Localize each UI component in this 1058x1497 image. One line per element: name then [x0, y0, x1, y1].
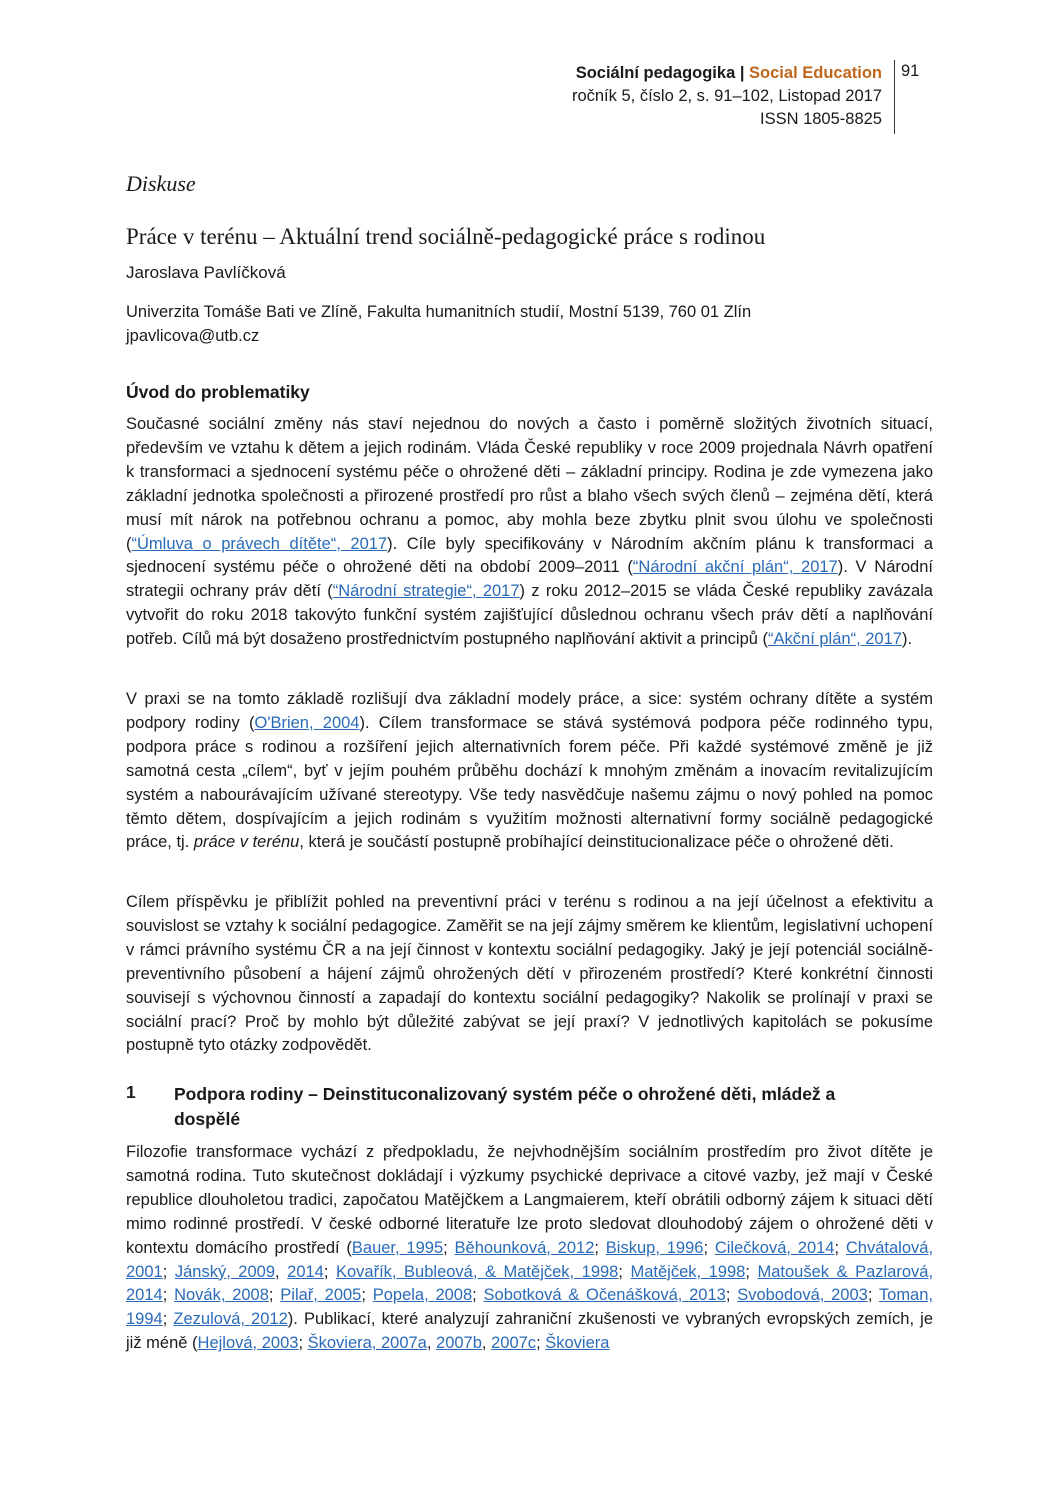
- ref-link[interactable]: Běhounková, 2012: [454, 1238, 595, 1257]
- affiliation-block: [126, 300, 751, 348]
- ref-link[interactable]: Chvátalová, 2001: [126, 1238, 934, 1281]
- section-label: Diskuse: [126, 171, 196, 196]
- ref-link[interactable]: Cilečková, 2014: [714, 1238, 835, 1257]
- ref-link[interactable]: Zezulová, 2012: [173, 1310, 288, 1329]
- ref-link[interactable]: Bauer, 1995: [351, 1238, 444, 1257]
- author-name: Jaroslava Pavlíčková: [126, 263, 286, 282]
- issn-line: ISSN 1805-8825: [759, 110, 882, 128]
- text-run: ). Cílem transformace se stává systémová podpora péče rodinného typu, podpora práce s rodinou a rozšíření jejich alternativních forem péče. Při každé systémové změně je již samotná cesta „cílem“, byť v jejím pouhém průběhu dochází k mnohým změnám a inovacím revitalizujícím systém a nabourávajícím užívané stereotypy. Vše tedy nasvědčuje našemu zájmu o nový pohled na pomoc těmto dětem, dospívajícím a jejich rodinám s využitím možnosti alternativní formy sociálně pedagogické práce, tj.: [126, 713, 933, 852]
- page-number: 91: [901, 62, 920, 80]
- text-run: ). Cíle byly specifikovány v Národním akčním plánu k transformaci a sjednocení systému péče o ohrožené děti na období 2009–2011 (: [126, 534, 933, 577]
- ref-link[interactable]: Škoviera, 2007a: [307, 1334, 427, 1353]
- ref-link[interactable]: Popela, 2008: [372, 1286, 473, 1305]
- intro-paragraph-2: [126, 688, 933, 855]
- ref-link[interactable]: 2007c: [491, 1334, 537, 1353]
- journal-separator: |: [735, 64, 750, 82]
- text-run: ). V Národní strategii ochrany práv dětí (: [126, 558, 933, 601]
- emphasis: práce v terénu: [193, 833, 300, 852]
- ref-link[interactable]: 2007b: [436, 1334, 482, 1353]
- ref-link[interactable]: Matoušek & Pazlarová, 2014: [126, 1262, 934, 1305]
- ref-link[interactable]: Škoviera: [545, 1334, 610, 1353]
- email: jpavlicova@utb.cz: [126, 327, 260, 345]
- section-1-number: 1: [126, 1082, 136, 1102]
- ref-link[interactable]: Toman, 1994: [126, 1286, 933, 1329]
- ref-link[interactable]: “Úmluva o právech dítěte“, 2017: [131, 534, 388, 553]
- ref-link[interactable]: Sobotková & Očenášková, 2013: [483, 1286, 726, 1305]
- text-run: ).: [901, 630, 913, 649]
- journal-header: [572, 62, 882, 131]
- volume-line: ročník 5, číslo 2, s. 91–102, Listopad 2017: [571, 87, 882, 105]
- section-1-paragraph-1: Filozofie transformace vychází z předpokladu, že nejvhodnějším sociálním prostředím pro život dítěte je samotná rodina. Tuto skutečnost dokládají i výzkumy psychické deprivace a citové vazby, jež mají v České republice dlouholetou tradici, započatou Matějčkem a Langmaierem, kteří obrátili odborný zájem k situaci dětí mimo rodinné prostředí. V české odborné literatuře lze proto sledovat dlouhodobý zájem o ohrožené děti v kontextu domácího prostředí (Bauer, 1995; Běhounková, 2012; Biskup, 1996; Cilečková, 2014; Chvátalová, 2001; Jánský, 2009, 2014; Kovařík, Bubleová, & Matějček, 1998; Matějček, 1998; Matoušek & Pazlarová, 2014; Novák, 2008; Pilař, 2005; Popela, 2008; Sobotková & Očenášková, 2013; Svobodová, 2003; Toman, 1994; Zezulová, 2012). Publikací, které analyzují zahraniční zkušenosti ve vybraných evropských zemích, je již méně (Hejlová, 2003; Škoviera, 2007a, 2007b, 2007c; Škoviera: [126, 1143, 934, 1353]
- journal-title-line: [572, 62, 882, 85]
- text-run: ). Publikací, které analyzují zahraniční zkušenosti ve vybraných evropských zemích, je již méně (: [126, 1310, 934, 1353]
- ref-link[interactable]: Jánský, 2009: [174, 1262, 276, 1281]
- ref-link[interactable]: “Akční plán“, 2017: [768, 630, 902, 649]
- ref-link[interactable]: Biskup, 1996: [605, 1238, 704, 1257]
- text-run: Současné sociální změny nás staví nejednou do nových a často i poměrně složitých životních situací, především ve vztahu k dětem a jejich rodinám. Vláda České republiky v roce 2009 projednala Návrh opatření k transformaci a sjednocení systému péče o ohrožené děti – základní principy. Rodina je zde vymezena jako základní jednotka společnosti a přirozené prostředí pro růst a blaho všech svých členů – zejména dětí, která musí mít nárok na potřebnou ochranu a pomoc, aby mohla beze zbytku plnit svou úlohu ve společnosti (: [126, 415, 933, 553]
- text-run: ) z roku 2012–2015 se vláda České republiky zavázala vytvořit do roku 2018 takovýto funkční systém zajišťující důslednou ochranu všech práv dětí a naplňování potřeb. Cílů má být dosaženo prostřednictvím postupného naplňování aktivit a principů (: [126, 582, 933, 649]
- affiliation: Univerzita Tomáše Bati ve Zlíně, Fakulta humanitních studií, Mostní 5139, 760 01 Zlín: [126, 303, 752, 321]
- ref-link[interactable]: Hejlová, 2003: [197, 1334, 299, 1353]
- ref-link[interactable]: Kovařík, Bubleová, & Matějček, 1998: [336, 1262, 619, 1281]
- ref-link[interactable]: 2014: [287, 1262, 324, 1281]
- ref-link[interactable]: “Národní akční plán“, 2017: [632, 558, 838, 577]
- article-title: Práce v terénu – Aktuální trend sociálně-pedagogické práce s rodinou: [126, 224, 766, 249]
- journal-name-en: Social Education: [749, 64, 882, 82]
- header-divider: [894, 60, 895, 134]
- intro-paragraph-1: [126, 413, 933, 652]
- ref-link[interactable]: Novák, 2008: [174, 1286, 269, 1305]
- intro-paragraph-3: Cílem příspěvku je přiblížit pohled na preventivní práci v terénu s rodinou a na její účelnost a efektivitu a souvislost se vztahy k sociální pedagogice. Zaměřit se na její zájmy směrem ke klientům, legislativní uchopení v rámci právního systému ČR a na její činnost v kontextu sociální pedagogiky. Jaký je její potenciál sociálně-preventivního působení a hájení zájmů ohrožených dětí v přirozeném prostředí? Které konkrétní činnosti souvisejí s výchovnou činností a zapadají do kontextu sociální pedagogiky? Nakolik se prolínají v praxi se sociální prací? Proč by mohlo být důležité zabývat se její praxí? V jednotlivých kapitolách se pokusíme postupně tyto otázky zodpovědět.: [126, 893, 933, 1055]
- ref-link[interactable]: O'Brien, 2004: [254, 713, 360, 732]
- intro-heading: Úvod do problematiky: [126, 382, 310, 402]
- ref-link[interactable]: Svobodová, 2003: [737, 1286, 868, 1305]
- ref-link[interactable]: Matějček, 1998: [630, 1262, 746, 1281]
- section-1-heading: Podpora rodiny – Deinstituconalizovaný systém péče o ohrožené děti, mládež a dospělé: [174, 1084, 836, 1129]
- text-run: , která je součástí postupně probíhající deinstitucionalizace péče o ohrožené děti.: [299, 833, 894, 852]
- text-run: Filozofie transformace vychází z předpokladu, že nejvhodnějším sociálním prostředím pro život dítěte je samotná rodina. Tuto skutečnost dokládají i výzkumy psychické deprivace a citové vazby, jež mají v České republice dlouholetou tradici, započatou Matějčkem a Langmaierem, kteří obrátili odborný zájem k situaci dětí mimo rodinné prostředí. V české odborné literatuře lze proto sledovat dlouhodobý zájem o ohrožené děti v kontextu domácího prostředí (: [126, 1143, 933, 1257]
- journal-name-cs: Sociální pedagogika: [575, 64, 736, 82]
- text-run: V praxi se na tomto základě rozlišují dva základní modely práce, a sice: systém ochrany dítěte a systém podpory rodiny (: [126, 690, 933, 732]
- ref-link[interactable]: “Národní strategie“, 2017: [332, 582, 520, 601]
- ref-link[interactable]: Pilař, 2005: [280, 1286, 362, 1305]
